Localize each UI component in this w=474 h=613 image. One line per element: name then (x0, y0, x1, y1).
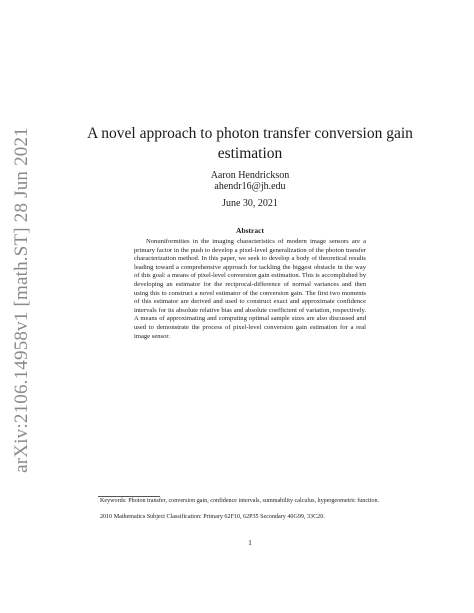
paper-title: A novel approach to photon transfer conversion gain estimation (87, 125, 413, 162)
paper-date: June 30, 2021 (222, 198, 278, 209)
author-email: ahendr16@jh.edu (214, 181, 286, 192)
footnote-msc: 2010 Mathematics Subject Classification: Primary 62F10, 62P35 Secondary 40G99, 33C20. (100, 514, 325, 520)
arxiv-stamp (8, 60, 36, 540)
abstract-body: Nonuniformities in the imaging characteristics of modern image sensors are a primary factor in the push to develop a pixel-level generalization of the photon transfer characterization method. In this paper, we seek to develop a body of theoretical results leading toward a comprehensive approach for tackling the biggest obstacle in the way of this goal: a means of pixel-level conversion gain estimation. This is accomplished by developing an estimator for the reciprocal-difference of normal variances and then using this to construct a novel estimator of the conversion gain. The first two moments of this estimator are derived and used to construct exact and approximate confidence intervals for its absolute relative bias and absolute coefficient of variation, respectively. A means of approximating and computing optimal sample sizes are also discussed and used to demonstrate the process of pixel-level conversion gain estimation for a real image sensor. (134, 238, 366, 340)
footnote-divider (98, 496, 160, 497)
author-name: Aaron Hendrickson (210, 170, 290, 181)
page-number: 1 (248, 538, 252, 547)
footnote-keywords: Keywords: Photon transfer, conversion gain, confidence intervals, summability calculus, hypergeometric function. (100, 498, 380, 504)
abstract-heading: Abstract (236, 226, 264, 235)
arxiv-identifier: arXiv:2106.14958v1 [math.ST] 28 Jun 2021 (11, 127, 33, 473)
